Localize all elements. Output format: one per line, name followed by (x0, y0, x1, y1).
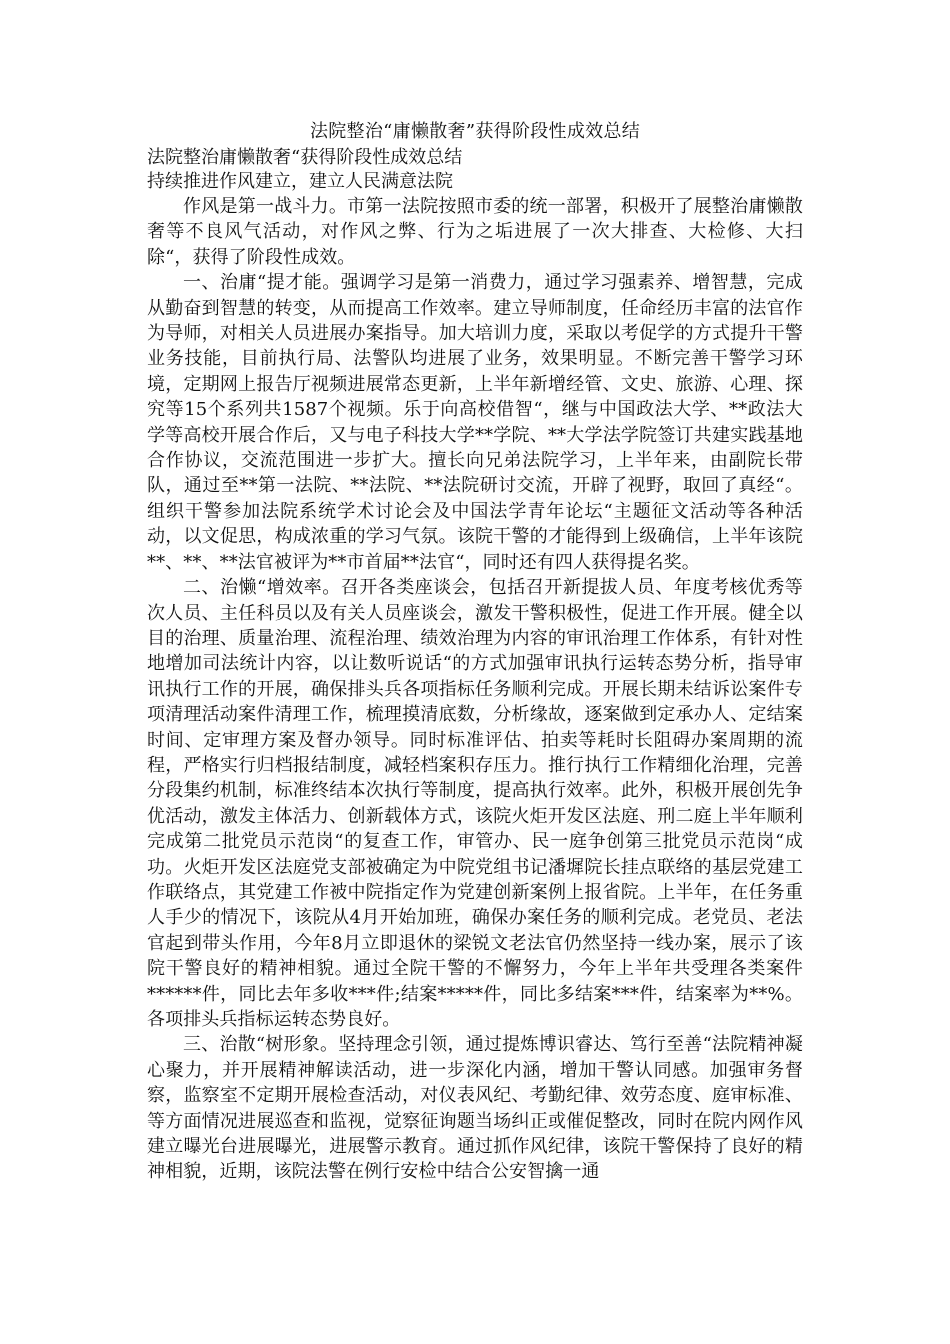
document-page (147, 120, 803, 1185)
document-title: 法院整治“庸懒散奢”获得阶段性成效总结 (309, 121, 641, 142)
document-heading: 持续推进作风建立，建立人民满意法院 (147, 171, 453, 192)
paragraph-intro: 作风是第一战斗力。市第一法院按照市委的统一部署，积极开了展整治庸懒散奢等不良风气活动，对作风之弊、行为之垢进展了一次大排查、大检修、大扫除“，获得了阶段性成效。 (147, 196, 803, 268)
paragraph-section-3: 三、治散“树形象。坚持理念引领，通过提炼博识睿达、笃行至善“法院精神凝心聚力，并开展精神解读活动，进一步深化内涵，增加干警认同感。加强审务督察，监察室不定期开展检查活动，对仪表风纪、考勤纪律、效劳态度、庭审标准、等方面情况进展巡查和监视，觉察征询题当场纠正或催促整改，同时在院内网作风建立曝光台进展曝光，进展警示教育。通过抓作风纪律，该院干警保持了良好的精神相貌，近期，该院法警在例行安检中结合公安智擒一通 (147, 1034, 803, 1183)
paragraph-section-1: 一、治庸“提才能。强调学习是第一消费力，通过学习强素养、增智慧，完成从勤奋到智慧的转变，从而提高工作效率。建立导师制度，任命经历丰富的法官作为导师，对相关人员进展办案指导。加大培训力度，采取以考促学的方式提升干警业务技能，目前执行局、法警队均进展了业务，效果明显。不断完善干警学习环境，定期网上报告厅视频进展常态更新，上半年新增经管、文史、旅游、心理、探究等15个系列共1587个视频。乐于向高校借智“，继与中国政法大学、**政法大学等高校开展合作后，又与电子科技大学**学院、**大学法学院签订共建实践基地合作协议，交流范围进一步扩大。擅长向兄弟法院学习，上半年来，由副院长带队，通过至**第一法院、**法院、**法院研讨交流，开辟了视野，取回了真经“。组织干警参加法院系统学术讨论会及中国法学青年论坛“主题征文活动等各种活动，以文促思，构成浓重的学习气氛。该院干警的才能得到上级确信，上半年该院**、**、**法官被评为**市首届**法官“，同时还有四人获得提名奖。 (147, 272, 803, 573)
paragraph-section-2: 二、治懒“增效率。召开各类座谈会，包括召开新提拔人员、年度考核优秀等次人员、主任科员以及有关人员座谈会，激发干警积极性，促进工作开展。健全以目的治理、质量治理、流程治理、绩效治理为内容的审讯治理工作体系，有针对性地增加司法统计内容，以让数听说话“的方式加强审讯执行运转态势分析，指导审讯执行工作的开展，确保排头兵各项指标任务顺利完成。开展长期未结诉讼案件专项清理活动案件清理工作，梳理摸清底数，分析缘故，逐案做到定承办人、定结案时间、定审理方案及督办领导。同时标准评估、拍卖等耗时长阻碍办案周期的流程，严格实行归档报结制度，减轻档案积存压力。推行执行工作精细化治理，完善分段集约机制，标准终结本次执行等制度，提高执行效率。此外，积极开展创先争优活动，激发主体活力、创新载体方式，该院火炬开发区法庭、刑二庭上半年顺利完成第二批党员示范岗“的复查工作，审管办、民一庭争创第三批党员示范岗“成功。火炬开发区法庭党支部被确定为中院党组书记潘墀院长挂点联络的基层党建工作联络点，其党建工作被中院指定作为党建创新案例上报省院。上半年，在任务重人手少的情况下，该院从4月开始加班，确保办案任务的顺利完成。老党员、老法官起到带头作用，今年8月立即退休的梁锐文老法官仍然坚持一线办案，展示了该院干警良好的精神相貌。通过全院干警的不懈努力，今年上半年共受理各类案件******件，同比去年多收***件;结案*****件，同比多结案***件，结案率为**%。各项排头兵指标运转态势良好。 (147, 577, 803, 1030)
document-subtitle: 法院整治庸懒散奢“获得阶段性成效总结 (147, 147, 463, 168)
